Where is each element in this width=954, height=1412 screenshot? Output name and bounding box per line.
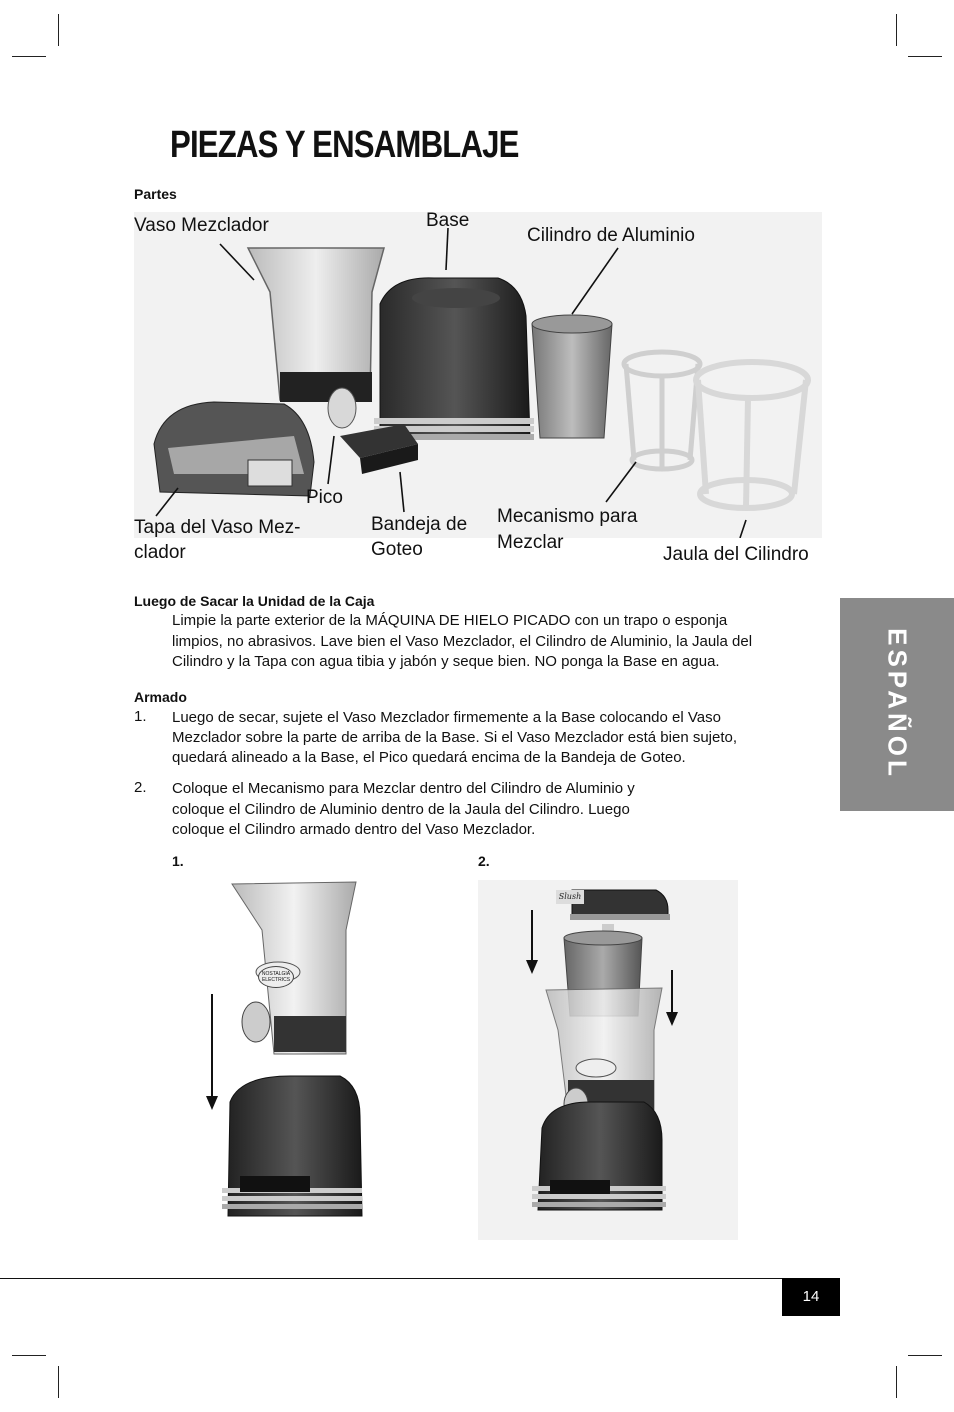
label-pico: Pico (306, 487, 343, 508)
label-base: Base (426, 210, 470, 231)
unpack-heading: Luego de Sacar la Unidad de la Caja (134, 593, 375, 609)
logo-text-line: NOSTALGIA (261, 971, 291, 977)
step-line: Mezclador sobre la parte de arriba de la Base. Si el Vaso Mezclador está bien sujeto, (172, 729, 738, 746)
label-tapa-line1: Tapa del Vaso Mez- (134, 517, 301, 538)
page-number: 14 (782, 1278, 840, 1316)
page-title: PIEZAS Y ENSAMBLAJE (170, 124, 519, 166)
crop-mark (896, 1366, 897, 1398)
unpack-line: Limpie la parte exterior de la MÁQUINA DE HIELO PICADO con un trapo o esponja (172, 612, 728, 629)
figure-2-label: 2. (478, 853, 490, 869)
crop-mark (58, 1366, 59, 1398)
label-bandeja-line1: Bandeja de (371, 514, 468, 535)
figure-1-label: 1. (172, 853, 184, 869)
logo-text-line: ELECTRICS (261, 977, 291, 983)
crop-mark (908, 56, 942, 57)
label-bandeja-line2: Goteo (371, 539, 423, 560)
unpack-line: Cilindro y la Tapa con agua tibia y jabón y seque bien. NO ponga la Base en agua. (172, 653, 720, 670)
figure-1-image (200, 876, 370, 1240)
step-line: quedará alineado a la Base, el Pico quedará encima de la Bandeja de Goteo. (172, 749, 686, 766)
assembly-heading: Armado (134, 689, 187, 705)
crop-mark (908, 1355, 942, 1356)
label-mecanismo-line2: Mezclar (497, 532, 564, 553)
step-line: Luego de secar, sujete el Vaso Mezclador firmemente a la Base colocando el Vaso (172, 709, 721, 726)
crop-mark (896, 14, 897, 46)
label-jaula-cilindro: Jaula del Cilindro (663, 544, 809, 565)
label-vaso-mezclador: Vaso Mezclador (134, 215, 269, 236)
step-line: coloque el Cilindro armado dentro del Vaso Mezclador. (172, 821, 536, 838)
step-line: coloque el Cilindro de Aluminio dentro de la Jaula del Cilindro. Luego (172, 801, 630, 818)
slush-logo: Slush (556, 890, 584, 904)
step-line: Coloque el Mecanismo para Mezclar dentro del Cilindro de Aluminio y (172, 780, 635, 797)
unpack-line: limpios, no abrasivos. Lave bien el Vaso Mezclador, el Cilindro de Aluminio, la Jaula del (172, 633, 753, 650)
step-number: 1. (134, 708, 147, 725)
label-cilindro-aluminio: Cilindro de Aluminio (527, 225, 695, 246)
label-mecanismo-line1: Mecanismo para (497, 506, 638, 527)
crop-mark (12, 56, 46, 57)
footer-rule (0, 1278, 840, 1279)
parts-figure (134, 212, 822, 538)
crop-mark (12, 1355, 46, 1356)
nostalgia-logo (258, 966, 294, 988)
label-tapa-line2: clador (134, 542, 186, 563)
step-number: 2. (134, 779, 147, 796)
language-tab (840, 598, 954, 811)
language-tab-label: ESPAÑOL (882, 628, 913, 780)
figure-2-image (478, 880, 738, 1240)
crop-mark (58, 14, 59, 46)
parts-heading: Partes (134, 186, 177, 202)
